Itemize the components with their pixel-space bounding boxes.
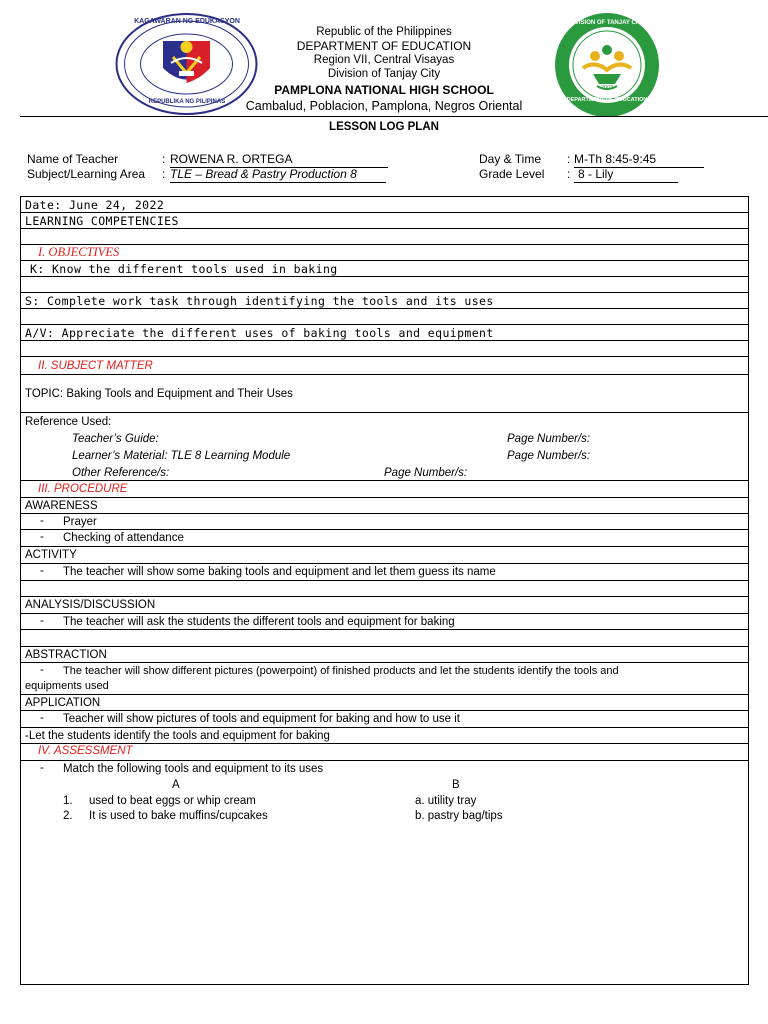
row-divider bbox=[20, 276, 748, 277]
header-region: Region VII, Central Visayas bbox=[313, 54, 455, 66]
row-divider bbox=[20, 563, 748, 564]
row-divider bbox=[20, 760, 748, 761]
application-item-2: -Let the students identify the tools and equipment for baking bbox=[25, 730, 330, 742]
header-division: Division of Tanjay City bbox=[327, 68, 441, 80]
bullet-dash: - bbox=[40, 515, 44, 527]
subject-value bbox=[170, 167, 386, 183]
teacher-colon: : bbox=[162, 152, 166, 166]
row-divider bbox=[20, 260, 748, 261]
grade-colon: : bbox=[567, 167, 571, 181]
reference-used-label: Reference Used: bbox=[25, 416, 112, 428]
application-heading: APPLICATION bbox=[25, 697, 101, 709]
bullet-dash: - bbox=[40, 531, 44, 543]
document-title: LESSON LOG PLAN bbox=[329, 121, 439, 133]
day-time: M-Th 8:45-9:45 bbox=[574, 152, 704, 168]
lesson-plan-table bbox=[20, 196, 749, 985]
choice-b: b. pastry bag/tips bbox=[415, 810, 503, 822]
analysis-heading: ANALYSIS/DISCUSSION bbox=[25, 599, 156, 611]
bullet-dash: - bbox=[40, 664, 44, 676]
grade-level: 8 - Lily bbox=[574, 167, 678, 183]
row-divider bbox=[20, 212, 748, 213]
procedure-heading: III. PROCEDURE bbox=[38, 483, 128, 495]
row-divider bbox=[20, 596, 748, 597]
day-colon: : bbox=[567, 152, 571, 166]
question-1-number: 1. bbox=[63, 795, 73, 807]
abstraction-item-line1: The teacher will show different pictures (powerpoint) of finished products and let the students identify the tools and bbox=[63, 665, 619, 677]
application-item: Teacher will show pictures of tools and equipment for baking and how to use it bbox=[63, 713, 460, 725]
column-b-header: B bbox=[452, 779, 460, 791]
row-divider bbox=[20, 356, 748, 357]
row-divider bbox=[20, 497, 748, 498]
row-divider bbox=[20, 340, 748, 341]
row-divider bbox=[20, 646, 748, 647]
row-divider bbox=[20, 480, 748, 481]
subject-colon: : bbox=[162, 167, 166, 181]
question-2: It is used to bake muffins/cupcakes bbox=[89, 810, 268, 822]
bullet-dash: - bbox=[40, 712, 44, 724]
objective-skill: S: Complete work task through identifying the tools and its uses bbox=[25, 294, 494, 308]
header-school: PAMPLONA NATIONAL HIGH SCHOOL bbox=[274, 83, 494, 97]
subject-name: TLE – Bread & Pastry Production 8 bbox=[170, 167, 386, 183]
header-republic: Republic of the Philippines bbox=[316, 26, 452, 38]
header-department: DEPARTMENT OF EDUCATION bbox=[296, 39, 472, 53]
page-numbers-material: Page Number/s: bbox=[507, 450, 591, 462]
row-divider bbox=[20, 694, 748, 695]
learners-material: Learner’s Material: TLE 8 Learning Module bbox=[72, 450, 291, 462]
subject-matter-heading: II. SUBJECT MATTER bbox=[38, 360, 153, 372]
row-divider bbox=[20, 324, 748, 325]
choice-a: a. utility tray bbox=[415, 795, 477, 807]
question-1: used to beat eggs or whip cream bbox=[89, 795, 256, 807]
row-divider bbox=[20, 580, 748, 581]
other-reference: Other Reference/s: bbox=[72, 467, 170, 479]
teacher-label: Name of Teacher bbox=[27, 152, 119, 166]
header-address: Cambalud, Poblacion, Pamplona, Negros Oriental bbox=[245, 99, 523, 113]
activity-item: The teacher will show some baking tools and equipment and let them guess its name bbox=[63, 566, 496, 578]
assessment-heading: IV. ASSESSMENT bbox=[38, 745, 133, 757]
grade-value bbox=[574, 167, 678, 183]
row-divider bbox=[20, 292, 748, 293]
lesson-date: Date: June 24, 2022 bbox=[25, 198, 165, 212]
row-divider bbox=[20, 513, 748, 514]
bullet-dash: - bbox=[40, 565, 44, 577]
deped-seal-text-bottom: REPUBLIKA NG PILIPINAS bbox=[148, 99, 226, 105]
row-divider bbox=[20, 662, 748, 663]
bullet-dash: - bbox=[40, 615, 44, 627]
row-divider bbox=[20, 412, 748, 413]
row-divider bbox=[20, 727, 748, 728]
row-divider bbox=[20, 546, 748, 547]
day-label: Day & Time bbox=[479, 152, 542, 166]
awareness-heading: AWARENESS bbox=[25, 500, 98, 512]
day-value bbox=[574, 152, 704, 168]
teacher-value bbox=[170, 152, 388, 168]
topic: TOPIC: Baking Tools and Equipment and Their Uses bbox=[25, 388, 293, 400]
objective-attitude: A/V: Appreciate the different uses of baking tools and equipment bbox=[25, 326, 494, 340]
activity-heading: ACTIVITY bbox=[25, 549, 77, 561]
objective-knowledge: K: Know the different tools used in baking bbox=[30, 262, 338, 276]
learning-competencies-heading: LEARNING COMPETENCIES bbox=[25, 214, 179, 228]
teacher-name: ROWENA R. ORTEGA bbox=[170, 152, 388, 168]
division-seal-text-top: DIVISION OF TANJAY CITY bbox=[568, 20, 646, 26]
teachers-guide: Teacher’s Guide: bbox=[72, 433, 159, 445]
page-numbers-other: Page Number/s: bbox=[384, 467, 468, 479]
row-divider bbox=[20, 710, 748, 711]
objectives-heading: I. OBJECTIVES bbox=[38, 245, 120, 259]
header-rule bbox=[20, 116, 768, 117]
awareness-prayer: Prayer bbox=[63, 516, 97, 528]
analysis-item: The teacher will ask the students the different tools and equipment for baking bbox=[63, 616, 455, 628]
division-seal-text-bottom: DEPARTMENT OF EDUCATION bbox=[566, 97, 648, 103]
question-2-number: 2. bbox=[63, 810, 73, 822]
awareness-attendance: Checking of attendance bbox=[63, 532, 184, 544]
abstraction-heading: ABSTRACTION bbox=[25, 649, 107, 661]
deped-seal-text-top: KAGAWARAN NG EDUKASYON bbox=[134, 18, 240, 25]
column-a-header: A bbox=[172, 779, 180, 791]
row-divider bbox=[20, 244, 748, 245]
abstraction-item-line2: equipments used bbox=[25, 680, 109, 692]
division-seal-year: 2003 bbox=[600, 85, 614, 91]
row-divider bbox=[20, 374, 748, 375]
subject-label: Subject/Learning Area bbox=[27, 167, 146, 181]
row-divider bbox=[20, 529, 748, 530]
row-divider bbox=[20, 308, 748, 309]
page-numbers-guide: Page Number/s: bbox=[507, 433, 591, 445]
row-divider bbox=[20, 629, 748, 630]
grade-label: Grade Level bbox=[479, 167, 545, 181]
assessment-instruction: Match the following tools and equipment to its uses bbox=[63, 763, 324, 775]
row-divider bbox=[20, 613, 748, 614]
bullet-dash: - bbox=[40, 762, 44, 774]
row-divider bbox=[20, 228, 748, 229]
